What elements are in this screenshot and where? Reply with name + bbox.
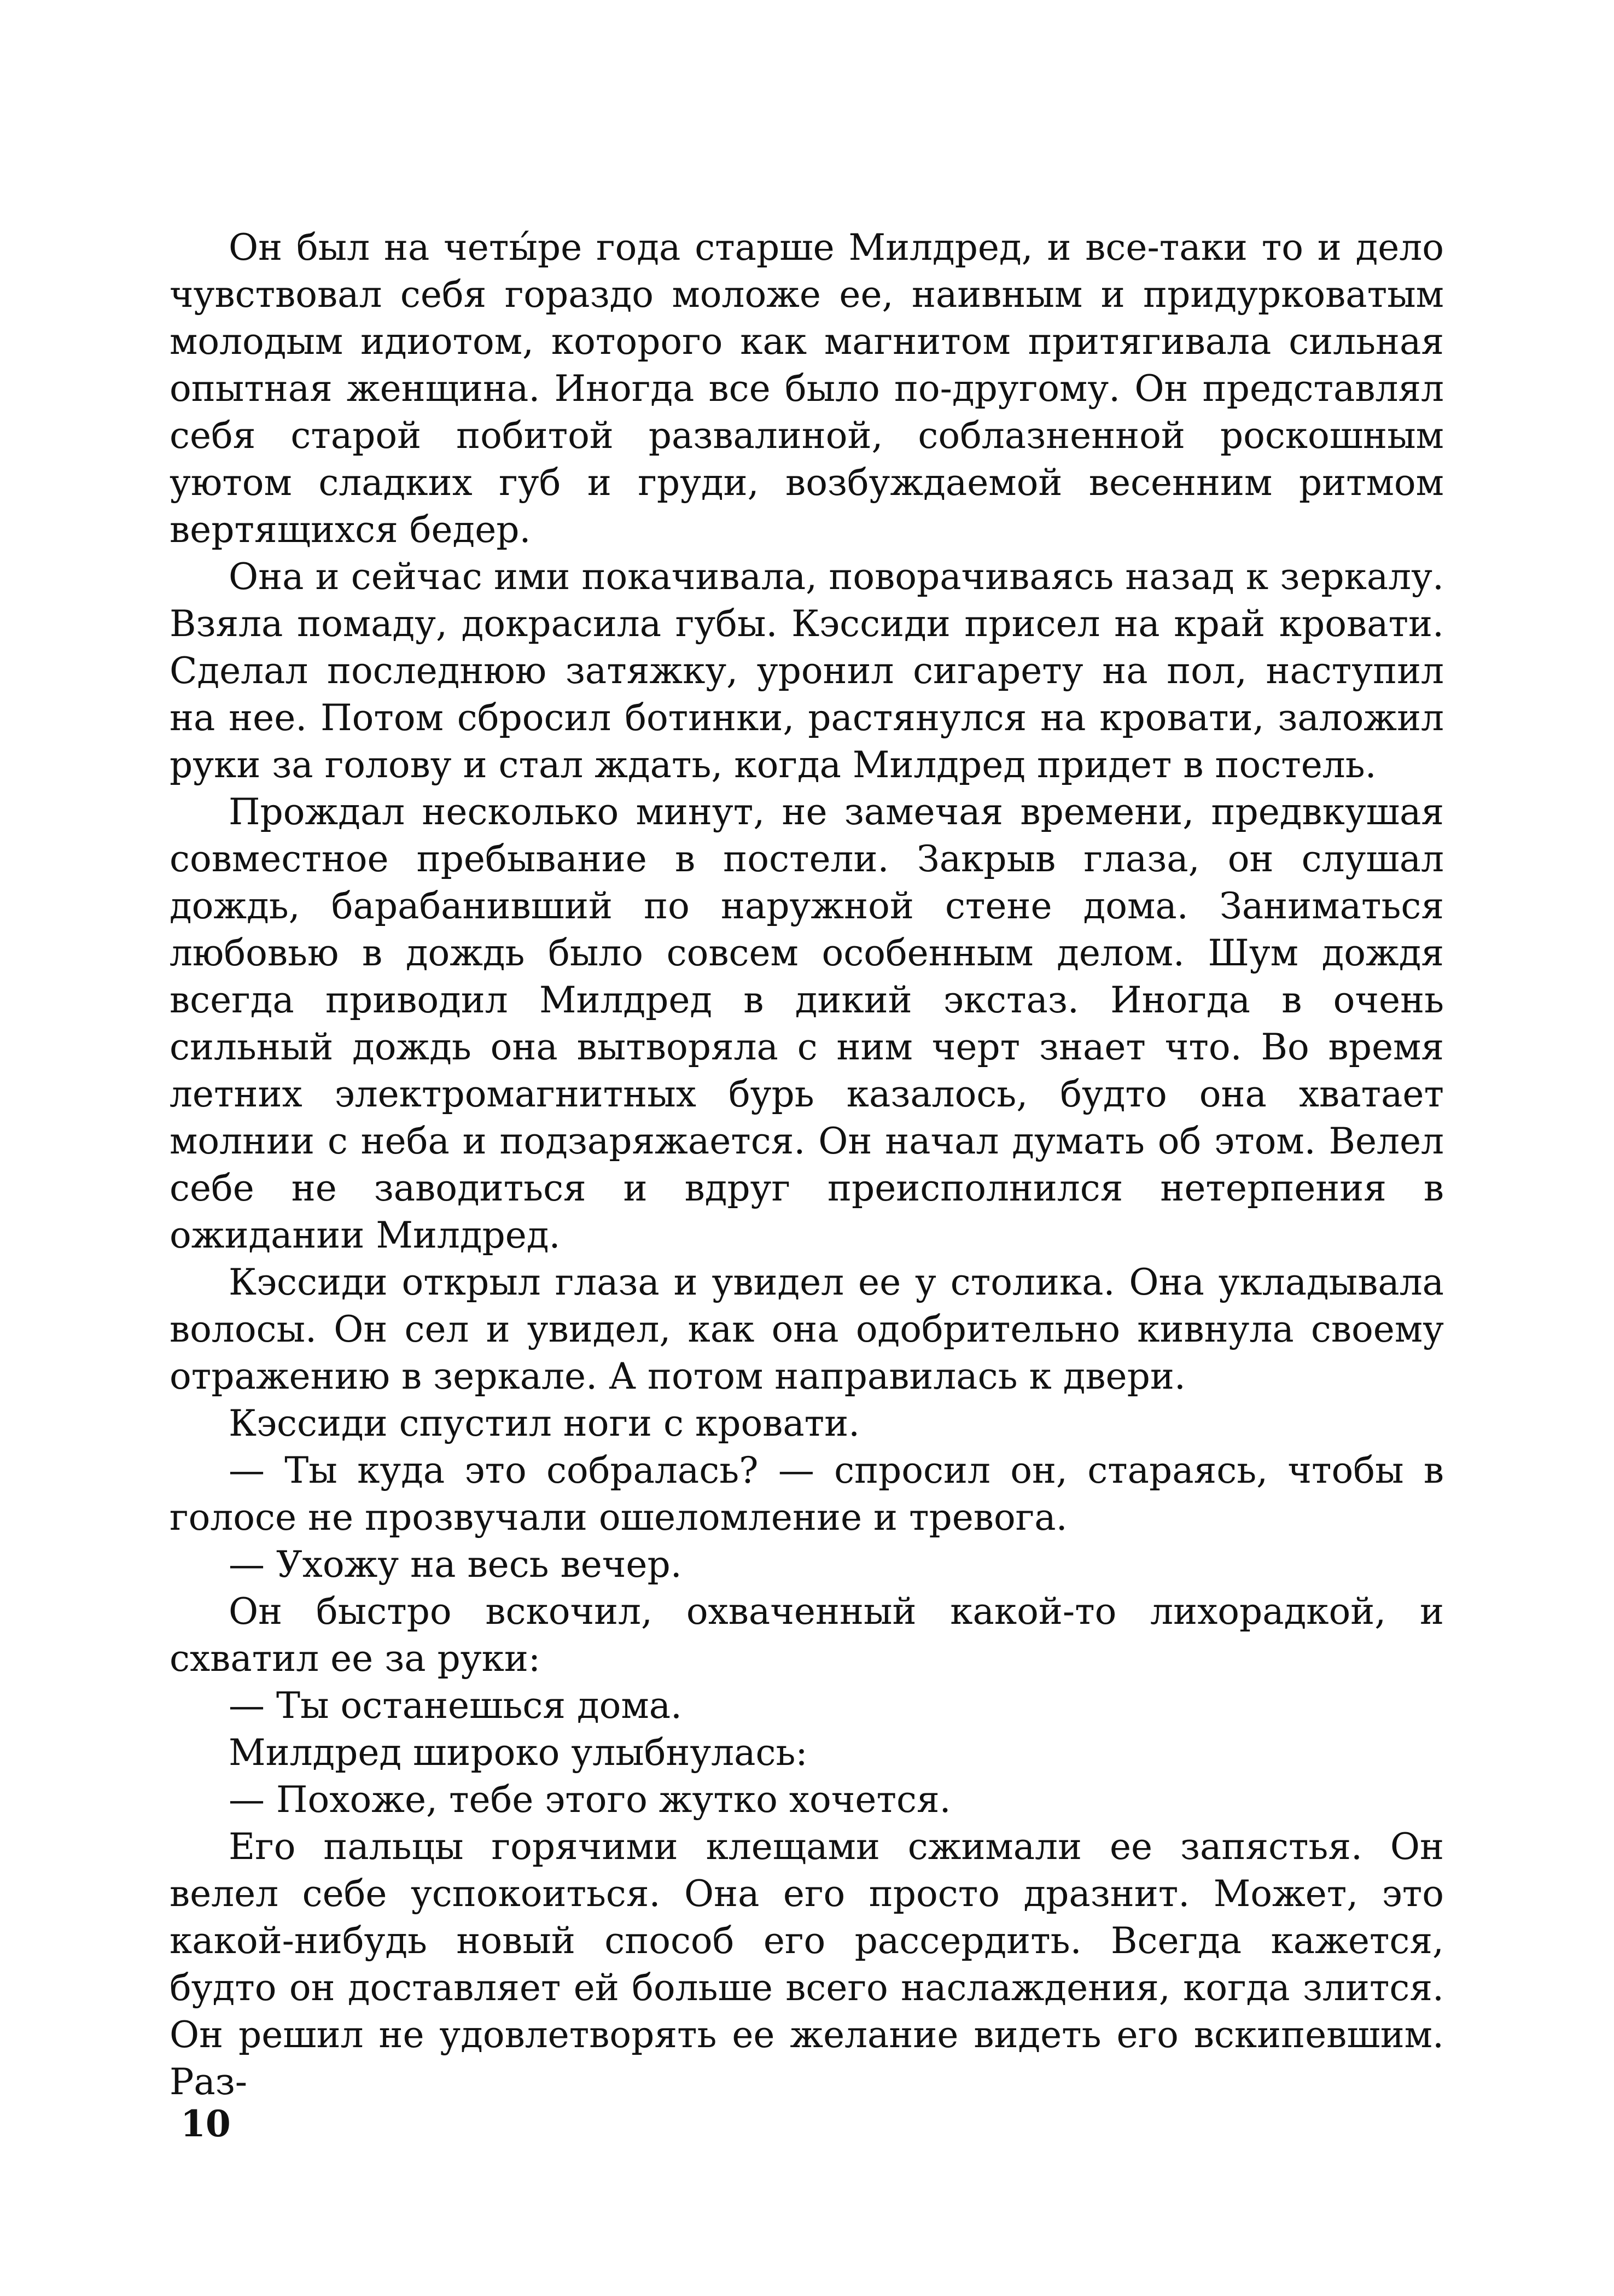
paragraph-12: Его пальцы горячими клещами сжимали ее запястья. Он велел себе успокоиться. Она его просто дразнит. Может, это какой-нибудь новый способ его рассердить. Всегда кажется, будто он доставляет ей больше всего наслаждения, когда злится. Он решил не удовлетворять ее желание видеть его вскипевшим. Раз- bbox=[170, 1826, 1444, 2103]
paragraph-7: — Ухожу на весь вечер. bbox=[229, 1543, 682, 1586]
paragraph-6: — Ты куда это собралась? — спросил он, стараясь, чтобы в голосе не прозвучали ошеломление и тревога. bbox=[170, 1449, 1444, 1539]
paragraph-8: Он быстро вскочил, охваченный какой-то лихорадкой, и схватил ее за руки: bbox=[170, 1590, 1444, 1680]
paragraph-10: Милдред широко улыбнулась: bbox=[229, 1732, 808, 1774]
page-number: 10 bbox=[180, 2102, 231, 2145]
paragraph-5: Кэссиди спустил ноги с кровати. bbox=[229, 1402, 860, 1444]
paragraph-11: — Похоже, тебе этого жутко хочется. bbox=[229, 1779, 951, 1821]
page-body bbox=[170, 224, 1444, 2106]
paragraph-9: — Ты останешься дома. bbox=[229, 1685, 683, 1727]
paragraph-1: Он был на четы́ре года старше Милдред, и все-таки то и дело чувствовал себя гораздо моложе ее, наивным и придурковатым молодым идиотом, которого как магнитом притягивала сильная опытная женщина. Иногда все было по-другому. Он представлял себя старой побитой развалиной, соблазненной роскошным уютом сладких губ и груди, возбуждаемой весенним ритмом вертящихся бедер. bbox=[170, 226, 1444, 551]
paragraph-4: Кэссиди открыл глаза и увидел ее у столика. Она укладывала волосы. Он сел и увидел, как она одобрительно кивнула своему отражению в зеркале. А потом направилась к двери. bbox=[170, 1261, 1444, 1397]
paragraph-2: Она и сейчас ими покачивала, поворачиваясь назад к зеркалу. Взяла помаду, докрасила губы. Кэссиди присел на край кровати. Сделал последнюю затяжку, уронил сигарету на пол, наступил на нее. Потом сбросил ботинки, растянулся на кровати, заложил руки за голову и стал ждать, когда Милдред придет в постель. bbox=[170, 556, 1444, 786]
paragraph-3: Прождал несколько минут, не замечая времени, предвкушая совместное пребывание в постели. Закрыв глаза, он слушал дождь, барабанивший по наружной стене дома. Заниматься любовью в дождь было совсем особенным делом. Шум дождя всегда приводил Милдред в дикий экстаз. Иногда в очень сильный дождь она вытворяла с ним черт знает что. Во время летних электромагнитных бурь казалось, будто она хватает молнии с неба и подзаряжается. Он начал думать об этом. Велел себе не заводиться и вдруг преисполнился нетерпения в ожидании Милдред. bbox=[170, 791, 1444, 1256]
